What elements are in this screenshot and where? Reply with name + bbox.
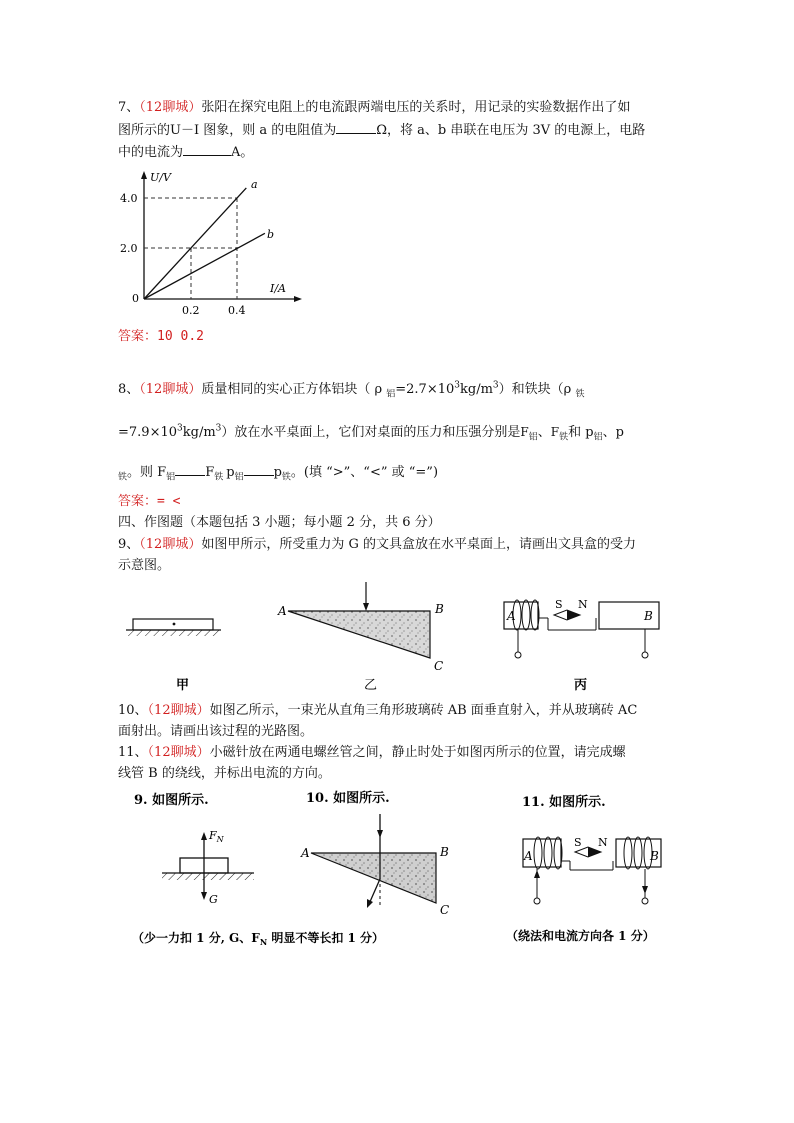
q7-line-1 [118, 98, 630, 118]
label-jia: 甲 [176, 678, 190, 693]
answer-label-C: C [440, 903, 450, 917]
q9-text-1: 如图甲所示，所受重力为 G 的文具盒放在水平桌面上，请画出文具盒的受力 [201, 537, 636, 552]
q8-p-fe-sub-2: 铁 [281, 472, 291, 483]
y-tick-4: 4.0 [120, 192, 138, 205]
label-bing: 丙 [574, 678, 588, 693]
table-surface [126, 630, 221, 636]
gravity-arrowhead [201, 892, 207, 900]
q8-F-fe-2: F [205, 465, 215, 480]
q8-F-fe-sub-2: 铁 [214, 472, 224, 483]
q8-text-3a: 。则 F [127, 465, 167, 480]
answer-terminal-B [642, 898, 648, 904]
label-G: G [209, 893, 218, 906]
section-4-heading: 四、作图题（本题包括 3 小题；每小题 2 分，共 6 分） [118, 515, 441, 530]
answer-incident-arrowhead [377, 830, 383, 838]
q9-line-2: 示意图。 [118, 558, 171, 573]
line-a-label: a [251, 178, 258, 191]
answer-label-A11: A [524, 849, 533, 863]
answer-current-arrow-A [534, 870, 540, 878]
origin-label: 0 [132, 292, 139, 305]
label-A-bing: A [507, 609, 516, 623]
q11-line-2: 线管 B 的绕线，并标出电流的方向。 [118, 766, 331, 781]
q8-p-al-sub: 铝 [593, 432, 603, 443]
answer-10-title: 10. 如图所示. [306, 791, 390, 806]
q11-source: （12聊城） [147, 745, 210, 760]
label-A: A [278, 604, 287, 618]
incident-ray-arrow [363, 603, 369, 611]
q8-sep-1: 、 [537, 425, 551, 440]
q7-number: 7、 [118, 100, 140, 115]
q7-text-3b: A。 [231, 145, 254, 160]
y-axis-arrow [141, 171, 147, 179]
ui-graph [118, 168, 308, 318]
answer-9-note: （少一力扣 1 分, G、$F_N$ 明显不等长扣 1 分） [132, 931, 385, 947]
glass-prism [288, 611, 430, 658]
q8-exp-1: 3 [454, 380, 461, 391]
q8-and-p: 和 p [568, 425, 594, 440]
terminal-B [642, 652, 648, 658]
figure-jia [126, 619, 221, 693]
label-FN: $F_N$ [209, 829, 224, 844]
answer-label-B11: B [650, 849, 659, 863]
answer-label-S: S [574, 836, 582, 849]
x-tick-02: 0.2 [182, 304, 200, 317]
q8-p-al-sub-2: 铝 [234, 472, 244, 483]
q8-line-1 [118, 380, 584, 400]
q8-F-al-sub: 铝 [528, 432, 538, 443]
answer-11-title: 11. 如图所示. [522, 795, 606, 810]
q8-F-fe: F [550, 425, 560, 439]
q7-line-3 [118, 142, 253, 163]
answer-current-arrow-B [642, 886, 648, 894]
q8-text-1-end: ）和铁块（ρ [498, 382, 576, 397]
q10-line-2: 面射出。请画出该过程的光路图。 [118, 724, 314, 739]
label-B-bing: B [644, 609, 653, 623]
q8-blank-force[interactable] [175, 462, 205, 476]
q8-answer-value: = < [157, 494, 181, 509]
q8-rho-al-value: =2.7×10 [395, 382, 455, 397]
answer-9-figure [162, 829, 254, 906]
q7-answer-label: 答案： [118, 329, 158, 344]
series-line-b [144, 233, 265, 299]
q8-exp-2: 3 [492, 380, 499, 391]
normal-force-arrowhead [201, 832, 207, 840]
figure-yi [277, 582, 444, 693]
q9-number: 9、 [118, 537, 140, 552]
label-S: S [555, 598, 563, 611]
terminal-A [515, 652, 521, 658]
q7-source: （12聊城） [139, 100, 202, 115]
q7-text-2a: 图所示的U－I 图象，则 a 的电阻值为 [118, 123, 337, 138]
y-axis-label: U/V [150, 171, 171, 184]
y-tick-2: 2.0 [120, 242, 138, 255]
q8-F-fe-sub: 铁 [559, 432, 569, 443]
answer-10-figure [300, 814, 449, 917]
q7-line-2 [118, 120, 645, 141]
answer-figures [118, 786, 688, 954]
question-figures [118, 578, 678, 696]
q8-unit-2: kg/m [182, 425, 216, 440]
answer-refracted-ray [369, 879, 380, 904]
q8-sep-2: 、 [602, 425, 616, 440]
x-axis-label: I/A [270, 282, 286, 295]
q8-number: 8、 [118, 382, 140, 397]
q9-line-1 [118, 535, 636, 555]
q8-p-fe-sub: 铁 [118, 472, 128, 483]
x-axis-arrow [294, 296, 302, 302]
series-line-a [144, 188, 246, 299]
q8-unit-1: kg/m [460, 382, 493, 397]
q11-number: 11、 [118, 745, 148, 760]
q8-blank-pressure[interactable] [244, 462, 274, 476]
q7-answer [118, 327, 204, 347]
q7-text-2b: Ω，将 a、b 串联在电压为 3V 的电源上，电路 [376, 123, 646, 138]
q8-line-2 [118, 422, 624, 443]
center-of-mass-dot [173, 623, 176, 626]
q8-p-al-2: p [226, 465, 235, 480]
q8-exp-4: 3 [215, 423, 222, 434]
q7-text-1: 张阳在探究电阻上的电流跟两端电压的关系时，用记录的实验数据作出了如 [201, 100, 631, 115]
q8-rho-al-sub: 铝 [386, 389, 396, 400]
line-b-label: b [267, 228, 275, 241]
q7-answer-value: 10 0.2 [157, 329, 204, 344]
q8-line-3 [118, 462, 438, 483]
q8-text-2b: ）放在水平桌面上，它们对桌面的压力和压强分别是 [221, 425, 521, 440]
label-yi: 乙 [364, 678, 378, 693]
q8-exp-3: 3 [177, 423, 183, 434]
q8-text-3-end: 。(填 “>”、“<” 或 “=”) [290, 465, 439, 480]
q8-source: （12聊城） [139, 382, 202, 397]
q7-text-3a: 中的电流为 [118, 145, 184, 160]
answer-label-B: B [440, 845, 449, 859]
q11-text-1: 小磁针放在两通电螺丝管之间，静止时处于如图丙所示的位置，请完成螺 [209, 745, 626, 760]
answer-11-note: （绕法和电流方向各 1 分） [506, 929, 655, 943]
q10-text-1: 如图乙所示，一束光从直角三角形玻璃砖 AB 面垂直射入，并从玻璃砖 AC [209, 703, 638, 718]
label-N: N [578, 598, 588, 611]
answer-label-A: A [301, 846, 310, 860]
answer-label-N: N [598, 836, 608, 849]
q9-source: （12聊城） [139, 537, 202, 552]
answer-table [162, 873, 254, 880]
q10-number: 10、 [118, 703, 148, 718]
q11-line-1 [118, 743, 626, 763]
q7-blank-resistance[interactable] [336, 120, 376, 134]
q8-rho-fe-sub: 铁 [575, 389, 585, 400]
q8-answer [118, 492, 181, 512]
q8-text-2a: =7.9×10 [118, 425, 178, 440]
answer-prism [311, 853, 436, 903]
label-C: C [434, 659, 444, 673]
label-B: B [435, 602, 444, 616]
answer-terminal-A [534, 898, 540, 904]
q10-source: （12聊城） [147, 703, 210, 718]
answer-11-figure [523, 836, 661, 904]
compass-needle-dark [567, 610, 580, 620]
figure-bing [504, 598, 659, 693]
answer-9-title: 9. 如图所示. [134, 793, 209, 808]
q8-p-fe: p [615, 425, 624, 440]
q10-line-1 [118, 701, 637, 721]
q8-p-fe-2: p [273, 465, 282, 480]
q8-F-al-sub-2: 铝 [166, 472, 176, 483]
q8-F-al: F [520, 425, 529, 439]
q8-text-1: 质量相同的实心正方体铝块（ ρ [201, 382, 387, 397]
q8-answer-label: 答案： [118, 494, 158, 509]
x-tick-04: 0.4 [228, 304, 246, 317]
q7-blank-current[interactable] [183, 142, 231, 156]
